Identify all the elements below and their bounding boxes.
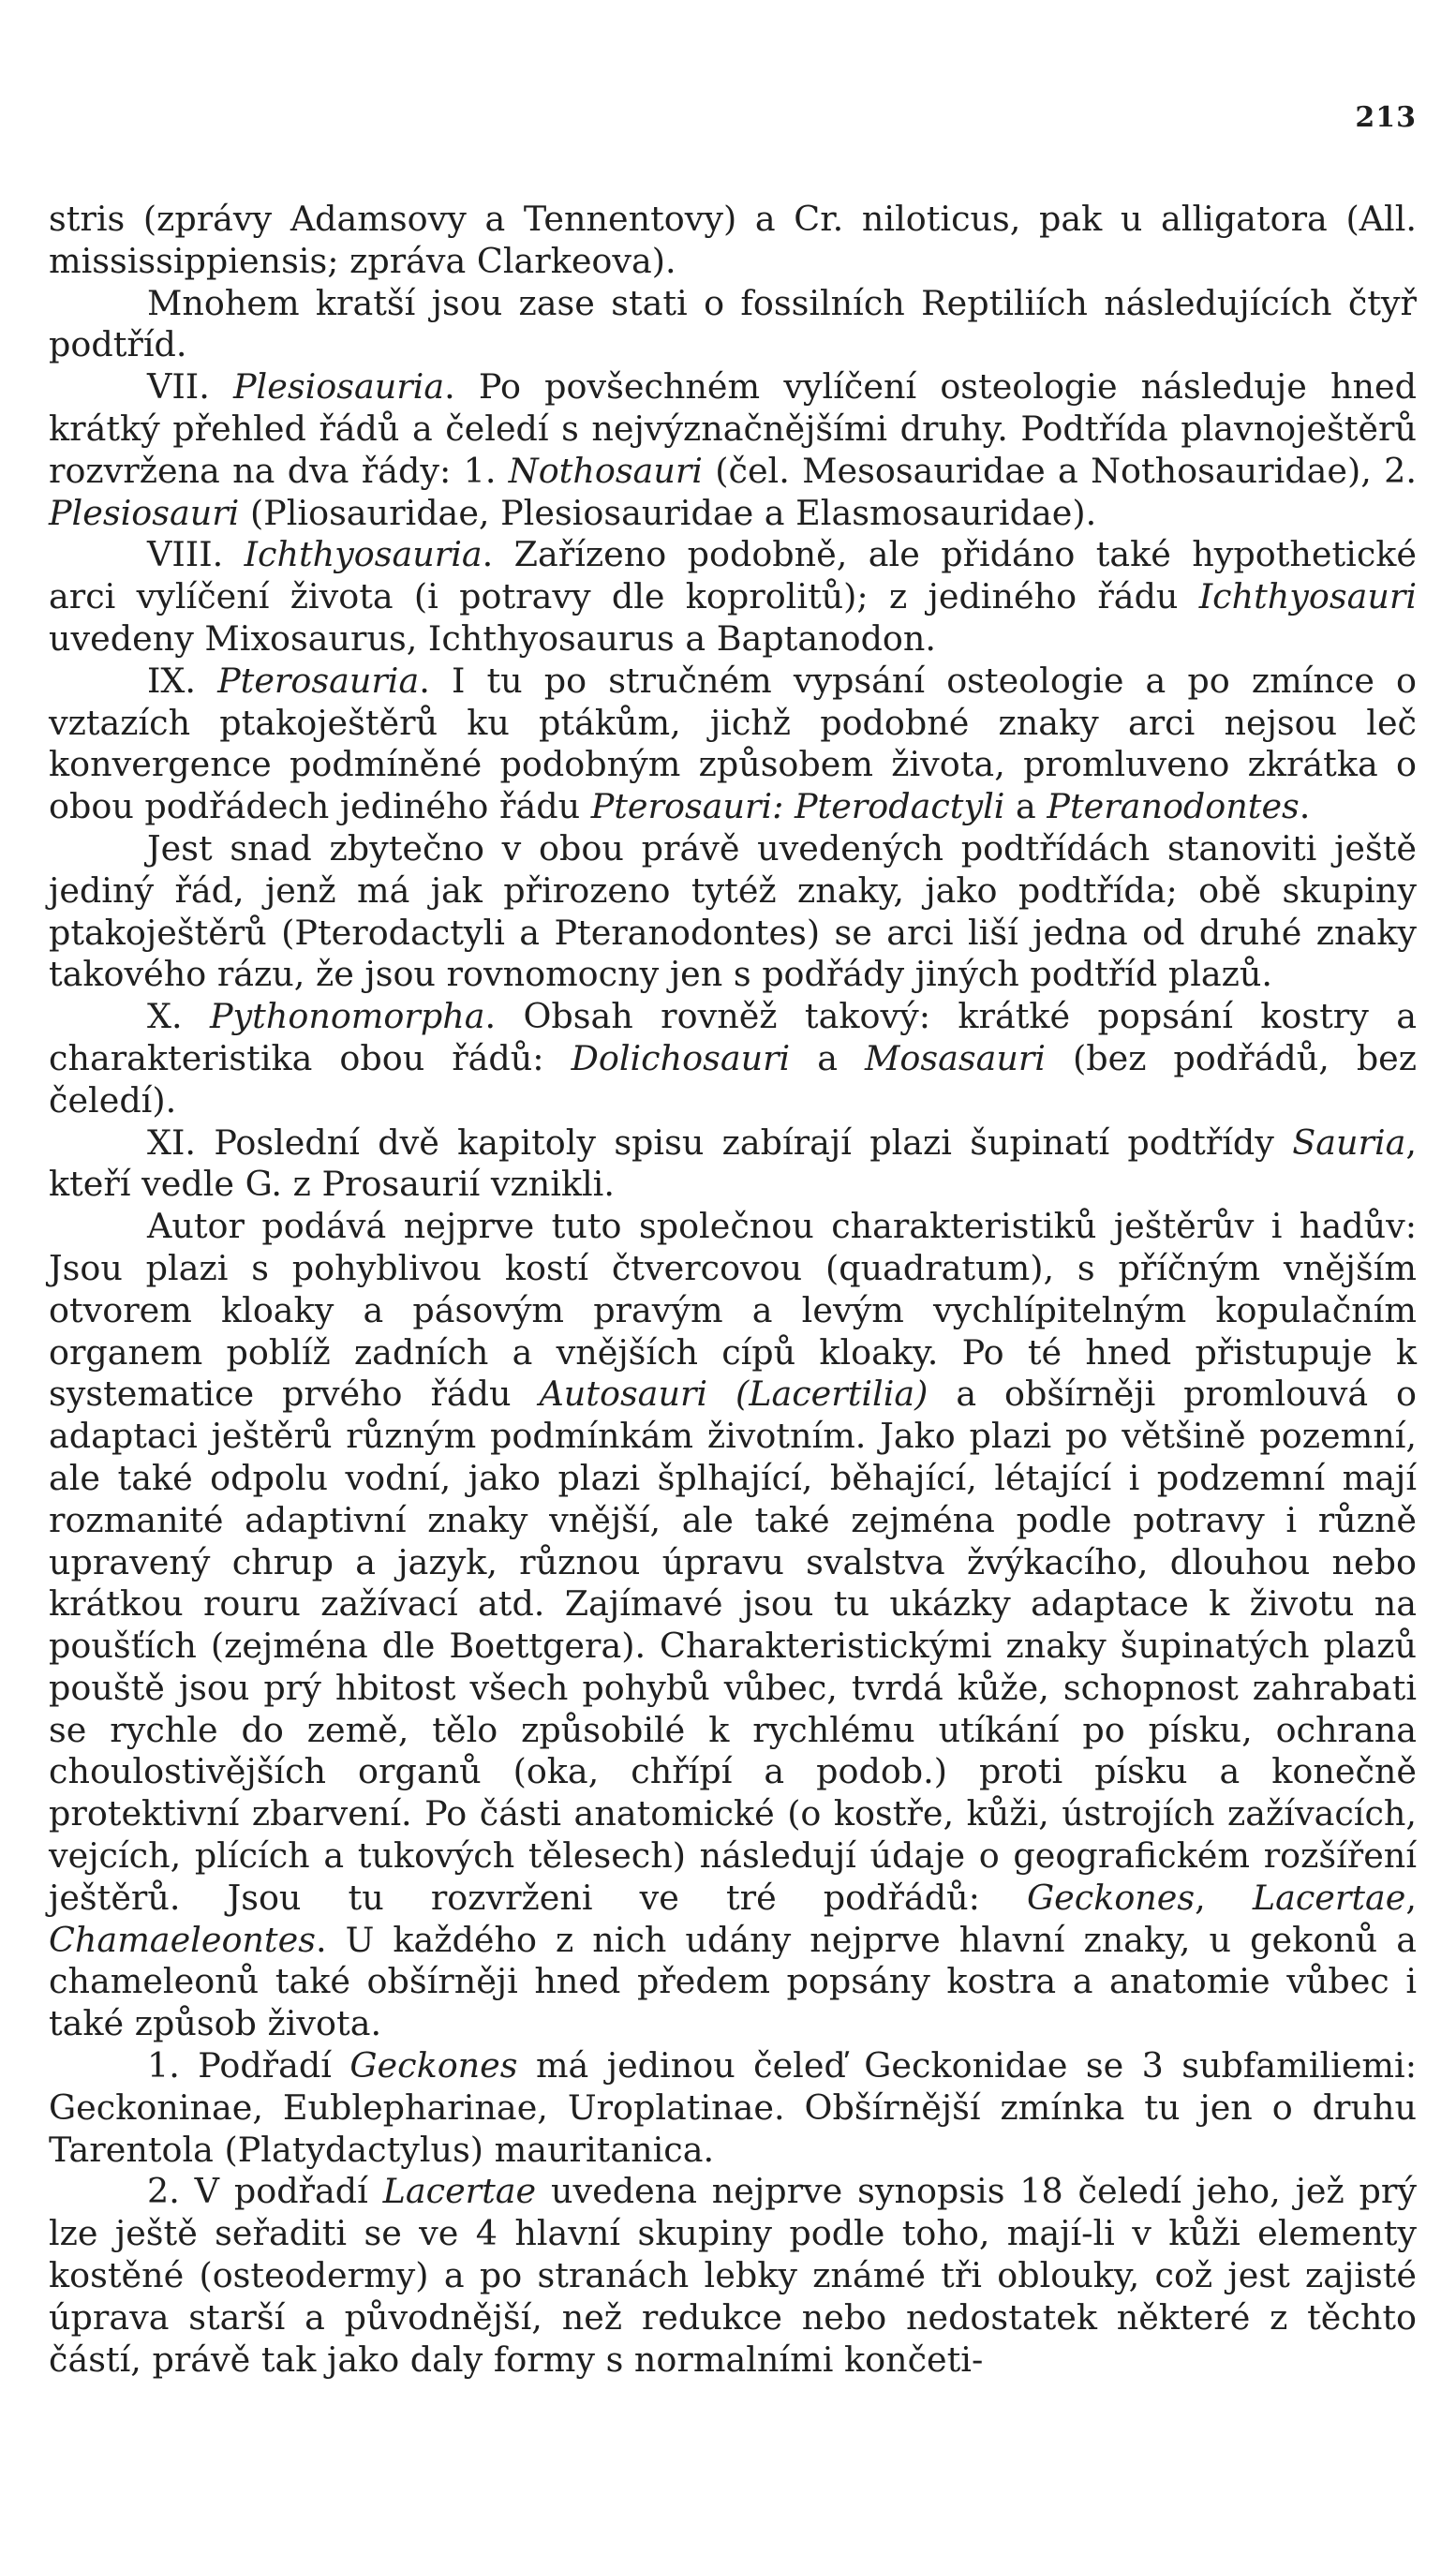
paragraph: [49, 2171, 1417, 2381]
text-run: ,: [1195, 1877, 1253, 1918]
body-text: [49, 199, 1417, 2381]
italic-term: Pterosauria: [217, 660, 420, 701]
text-run: Autor podává nejprve tuto společnou charakteristiků ještěrův i hadův: Jsou plazi s pohyblivou kostí čtvercovou (quadratum), s příčným vnějším otvorem kloaky a pásovým pravým a levým vychlípitelným kopulačním organem poblíž zadních a vnějších cípů kloaky. Po té hned přistupuje k systematice prvého řádu: [49, 1206, 1417, 1415]
paragraph: [49, 283, 1417, 367]
paragraph: [49, 199, 1417, 283]
paragraph: [49, 828, 1417, 996]
text-run: 1. Podřadí: [147, 2045, 350, 2086]
italic-term: Plesiosauria: [233, 366, 445, 408]
italic-term: Sauria: [1292, 1121, 1406, 1163]
text-run: ,: [1405, 1877, 1417, 1918]
paragraph: [49, 1122, 1417, 1207]
text-run: X.: [147, 996, 210, 1037]
text-run: a: [790, 1037, 866, 1078]
italic-term: Ichthyosauri: [1198, 576, 1417, 617]
text-run: IX.: [147, 660, 218, 701]
text-run: uvedena nejprve synopsis 18 čeledí jeho, jež prý lze ještě seřaditi se ve 4 hlavní skupiny podle toho, mají-li v kůži elementy kostěné (osteodermy) a po stranách lebky známé tři oblouky, což jest zajisté úprava starší a původnější, než redukce nebo nedostatek některé z těchto částí, právě tak jako daly formy s normalními končeti-: [49, 2171, 1417, 2380]
text-run: 2. V podřadí: [147, 2171, 383, 2212]
italic-term: Geckones: [1027, 1877, 1196, 1918]
paragraph: [49, 661, 1417, 828]
italic-term: Nothosauri: [508, 450, 703, 491]
italic-term: Geckones: [349, 2045, 518, 2086]
italic-term: Lacertae: [382, 2171, 537, 2212]
text-run: . Zařízeno podobně, ale přidáno také hypothetické arci vylíčení života (i potravy dle koprolitů); z jediného řádu: [49, 534, 1417, 617]
text-run: má jedinou čeleď Geckonidae se 3 subfamiliemi: Geckoninae, Eublepharinae, Uroplatinae. Obšírnější zmínka tu jen o druhu Tarentola (Platydactylus) mauritanica.: [49, 2045, 1417, 2170]
text-run: . Obsah rovněž takový: krátké popsání kostry a charakteristika obou řádů:: [49, 996, 1417, 1078]
paragraph: [49, 996, 1417, 1121]
paragraph: [49, 1206, 1417, 2045]
text-run: stris (zprávy Adamsovy a Tennentovy) a Cr. niloticus, pak u alligatora (All. mississippiensis; zpráva Clarkeova).: [49, 199, 1417, 281]
text-run: . Po povšechném vylíčení osteologie následuje hned krátký přehled řádů a čeledí s nejvýznačnějšími druhy. Podtřída plavnoještěrů rozvržena na dva řády: 1.: [49, 366, 1417, 491]
text-run: uvedeny Mixosaurus, Ichthyosaurus a Baptanodon.: [49, 617, 937, 659]
text-run: VIII.: [147, 534, 245, 575]
italic-term: Mosasauri: [865, 1037, 1046, 1078]
text-run: (bez podřádů, bez čeledí).: [49, 1037, 1418, 1121]
italic-term: Autosauri (Lacertilia): [539, 1374, 929, 1415]
italic-term: Lacertae: [1252, 1877, 1406, 1918]
paragraph: [49, 534, 1417, 660]
text-run: VII.: [147, 366, 233, 408]
italic-term: Dolichosauri: [571, 1037, 791, 1078]
paragraph: [49, 2045, 1417, 2171]
italic-term: Pterosauri: Pterodactyli: [590, 786, 1005, 827]
italic-term: Ichthyosauria: [244, 534, 483, 575]
text-run: a obšírněji promlouvá o adaptaci ještěrů různým podmínkám životním. Jako plazi po většině pozemní, ale také odpolu vodní, jako plazi šplhající, běhající, létající i podzemní mají rozmanité adaptivní znaky vnější, ale také zejména podle potravy i různě upravený chrup a jazyk, různou úpravu svalstva žvýkacího, dlouhou nebo krátkou rouru zažívací atd. Zajímavé jsou tu ukázky adaptace k životu na poušťích (zejména dle Boettgera). Charakteristickými znaky šupinatých plazů pouště jsou prý hbitost všech pohybů vůbec, tvrdá kůže, schopnost zahrabati se rychle do země, tělo způsobilé k rychlému utíkání po písku, ochrana choulostivějších organů (oka, chřípí a podob.) proti písku a konečně protektivní zbarvení. Po části anatomické (o kostře, kůži, ústrojích zažívacích, vejcích, plících a tukových tělesech) následují údaje o geografickém rozšíření ještěrů. Jsou tu rozvrženi ve tré podřádů:: [49, 1374, 1418, 1918]
text-run: a: [1004, 786, 1047, 827]
text-run: (čel. Mesosauridae a Nothosauridae), 2.: [702, 450, 1417, 491]
text-run: .: [1299, 786, 1311, 827]
text-run: , kteří vedle G. z Prosaurií vznikli.: [49, 1121, 1417, 1205]
italic-term: Plesiosauri: [49, 492, 240, 533]
page-number: 213: [1355, 101, 1417, 134]
text-run: (Pliosauridae, Plesiosauridae a Elasmosauridae).: [239, 492, 1097, 533]
text-run: Mnohem kratší jsou zase stati o fossilních Reptiliích následujících čtyř podtříd.: [49, 282, 1417, 365]
paragraph: [49, 366, 1417, 534]
text-run: . U každého z nich udány nejprve hlavní znaky, u gekonů a chameleonů také obšírněji hned předem popsány kostra a anatomie vůbec i také způsob života.: [49, 1919, 1417, 2044]
text-run: . I tu po stručném vypsání osteologie a po zmínce o vztazích ptakoještěrů ku ptákům, jichž podobné znaky arci nejsou leč konvergence podmíněné podobným způsobem života, promluveno zkrátka o obou podřádech jediného řádu: [49, 660, 1417, 827]
italic-term: Chamaeleontes: [49, 1919, 316, 1960]
italic-term: Pythonomorpha: [209, 996, 485, 1037]
text-run: XI. Poslední dvě kapitoly spisu zabírají plazi šupinatí podtřídy: [147, 1121, 1293, 1163]
italic-term: Pteranodontes: [1047, 786, 1300, 827]
text-run: Jest snad zbytečno v obou právě uvedených podtřídách stanoviti ještě jediný řád, jenž má jak přirozeno tytéž znaky, jako podtřída; obě skupiny ptakoještěrů (Pterodactyli a Pteranodontes) se arci liší jedna od druhé znaky takového rázu, že jsou rovnomocny jen s podřády jiných podtříd plazů.: [49, 827, 1417, 995]
